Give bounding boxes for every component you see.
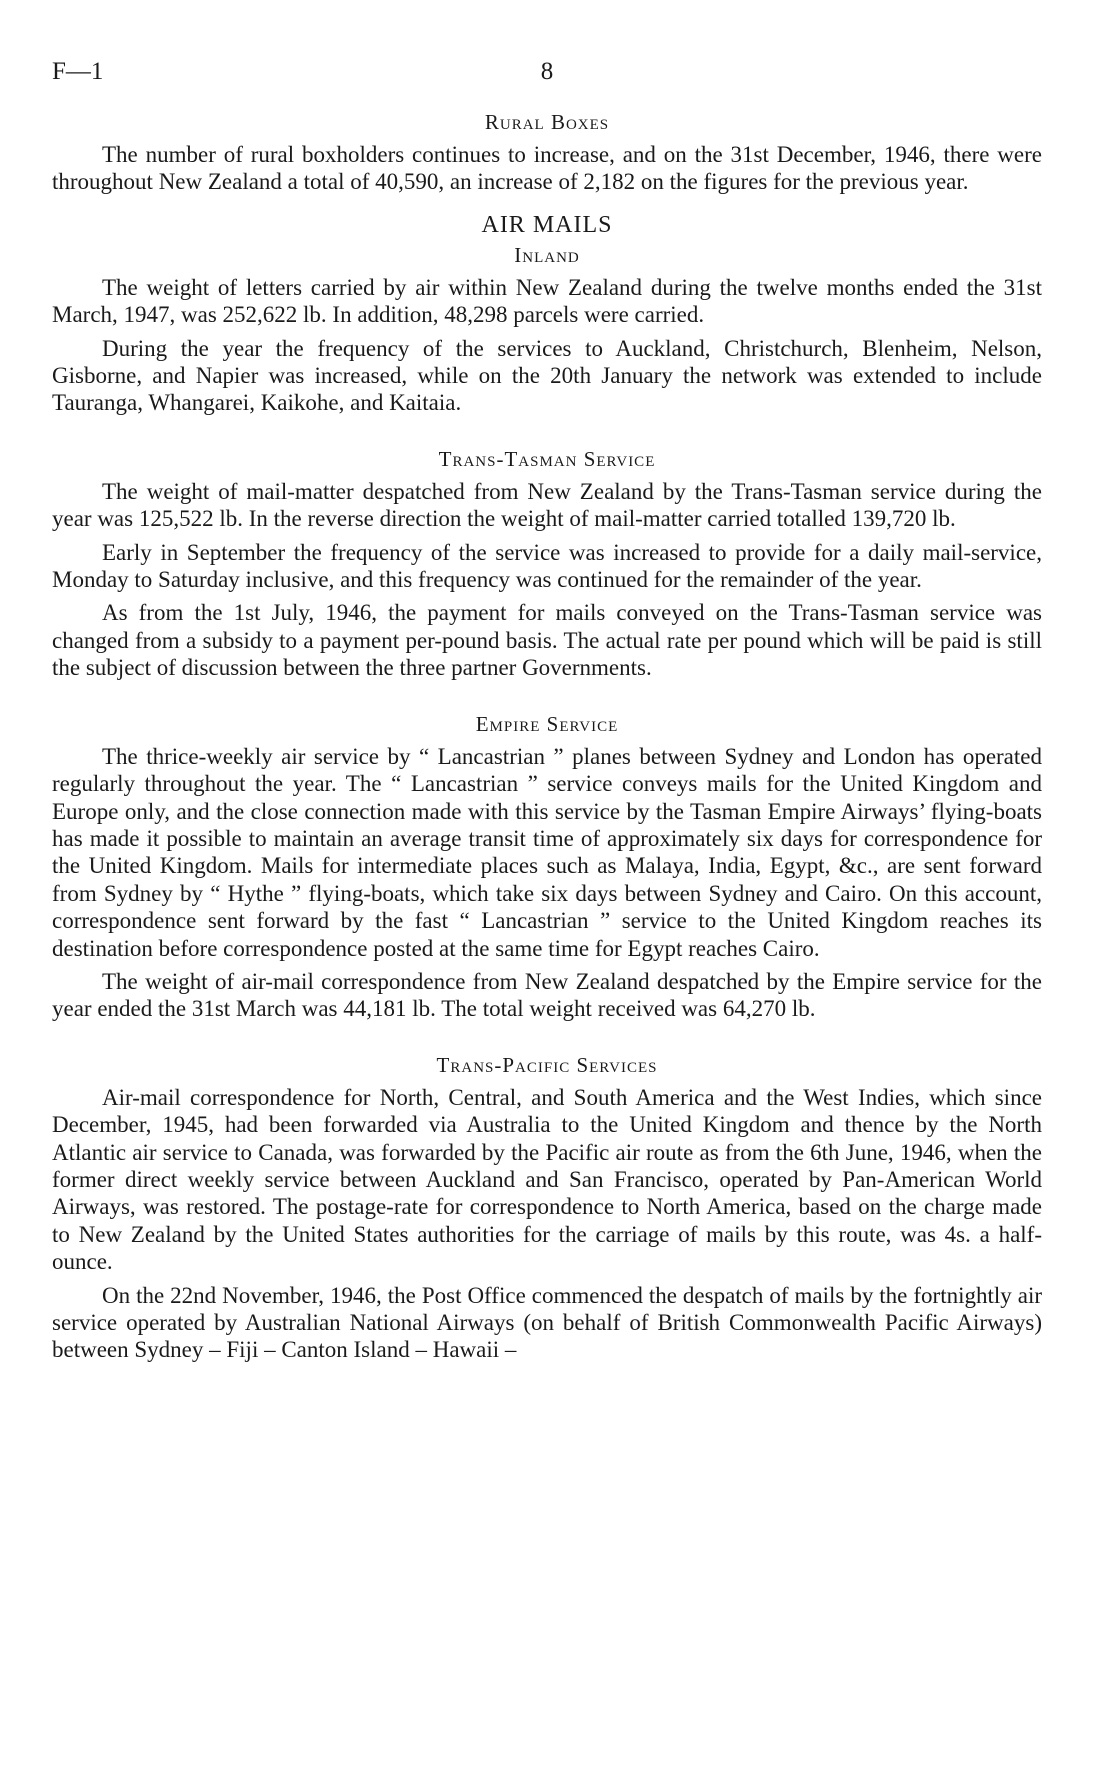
page-header [52, 58, 1042, 98]
heading-air-mails: AIR MAILS [481, 211, 613, 238]
paragraph: As from the 1st July, 1946, the payment for mails conveyed on the Trans-Tasman service was changed from a subsidy to a payment per-pound basis. The actual rate per pound which will be paid is still the subject of discussion between the three partner Governments. [52, 600, 1042, 681]
paragraph: The weight of air-mail correspondence from New Zealand despatched by the Empire service for the year ended the 31st March was 44,181 lb. The total weight received was 64,270 lb. [52, 968, 1042, 1022]
paragraph: Air-mail correspondence for North, Central, and South America and the West Indies, which since December, 1945, had been forwarded via Australia to the United Kingdom and thence by the North Atlantic air service to Canada, was forwarded by the Pacific air route as from the 6th June, 1946, when the former direct weekly service between Auckland and San Francisco, operated by Pan-American World Airways, was restored. The postage-rate for correspondence to North America, based on the charge made to New Zealand by the United States authorities for the carriage of mails by this route, was 4s. a half-ounce. [52, 1084, 1042, 1275]
heading-inland: Inland [514, 242, 580, 267]
heading-trans-tasman: Trans-Tasman Service [438, 446, 656, 471]
section-air-mails [52, 212, 1042, 1364]
paragraph: The weight of letters carried by air within New Zealand during the twelve months ended the 31st March, 1947, was 252,622 lb. In addition, 48,298 parcels were carried. [52, 274, 1042, 328]
subsection-trans-tasman [52, 447, 1042, 682]
heading-empire-service: Empire Service [475, 711, 619, 736]
paragraph: During the year the frequency of the services to Auckland, Christchurch, Blenheim, Nelson, Gisborne, and Napier was increased, while on the 20th January the network was extended to include Tauranga, Whangarei, Kaikohe, and Kaitaia. [52, 335, 1042, 416]
subsection-empire [52, 712, 1042, 1023]
paragraph: The number of rural boxholders continues to increase, and on the 31st December, 1946, there were throughout New Zealand a total of 40,590, an increase of 2,182 on the figures for the previous year. [52, 142, 1042, 195]
heading-rural-boxes: Rural Boxes [484, 110, 610, 134]
section-rural-boxes [52, 110, 1042, 196]
heading-trans-pacific: Trans-Pacific Services [436, 1052, 658, 1077]
document-page [52, 58, 1042, 1370]
paragraph: On the 22nd November, 1946, the Post Office commenced the despatch of mails by the fortnightly air service operated by Australian National Airways (on behalf of British Commonwealth Pacific Airways) between Sydney – Fiji – Canton Island – Hawaii – [52, 1282, 1042, 1363]
paragraph: The thrice-weekly air service by “ Lancastrian ” planes between Sydney and London has operated regularly throughout the year. The “ Lancastrian ” service conveys mails for the United Kingdom and Europe only, and the close connection made with this service by the Tasman Empire Airways’ flying-boats has made it possible to maintain an average transit time of approximately six days for correspondence for the United Kingdom. Mails for intermediate places such as Malaya, India, Egypt, &c., are sent forward from Sydney by “ Hythe ” flying-boats, which take six days between Sydney and Cairo. On this account, correspondence sent forward by the fast “ Lancastrian ” service to the United Kingdom reaches its destination before correspondence posted at the same time for Egypt reaches Cairo. [52, 743, 1042, 961]
page-number: 8 [540, 58, 554, 85]
document-reference: F—1 [52, 58, 104, 85]
paragraph: The weight of mail-matter despatched from New Zealand by the Trans-Tasman service during the year was 125,522 lb. In the reverse direction the weight of mail-matter carried totalled 139,720 lb. [52, 478, 1042, 532]
paragraph: Early in September the frequency of the service was increased to provide for a daily mail-service, Monday to Saturday inclusive, and this frequency was continued for the remainder of the year. [52, 539, 1042, 593]
subsection-inland [52, 243, 1042, 417]
subsection-trans-pacific [52, 1053, 1042, 1364]
